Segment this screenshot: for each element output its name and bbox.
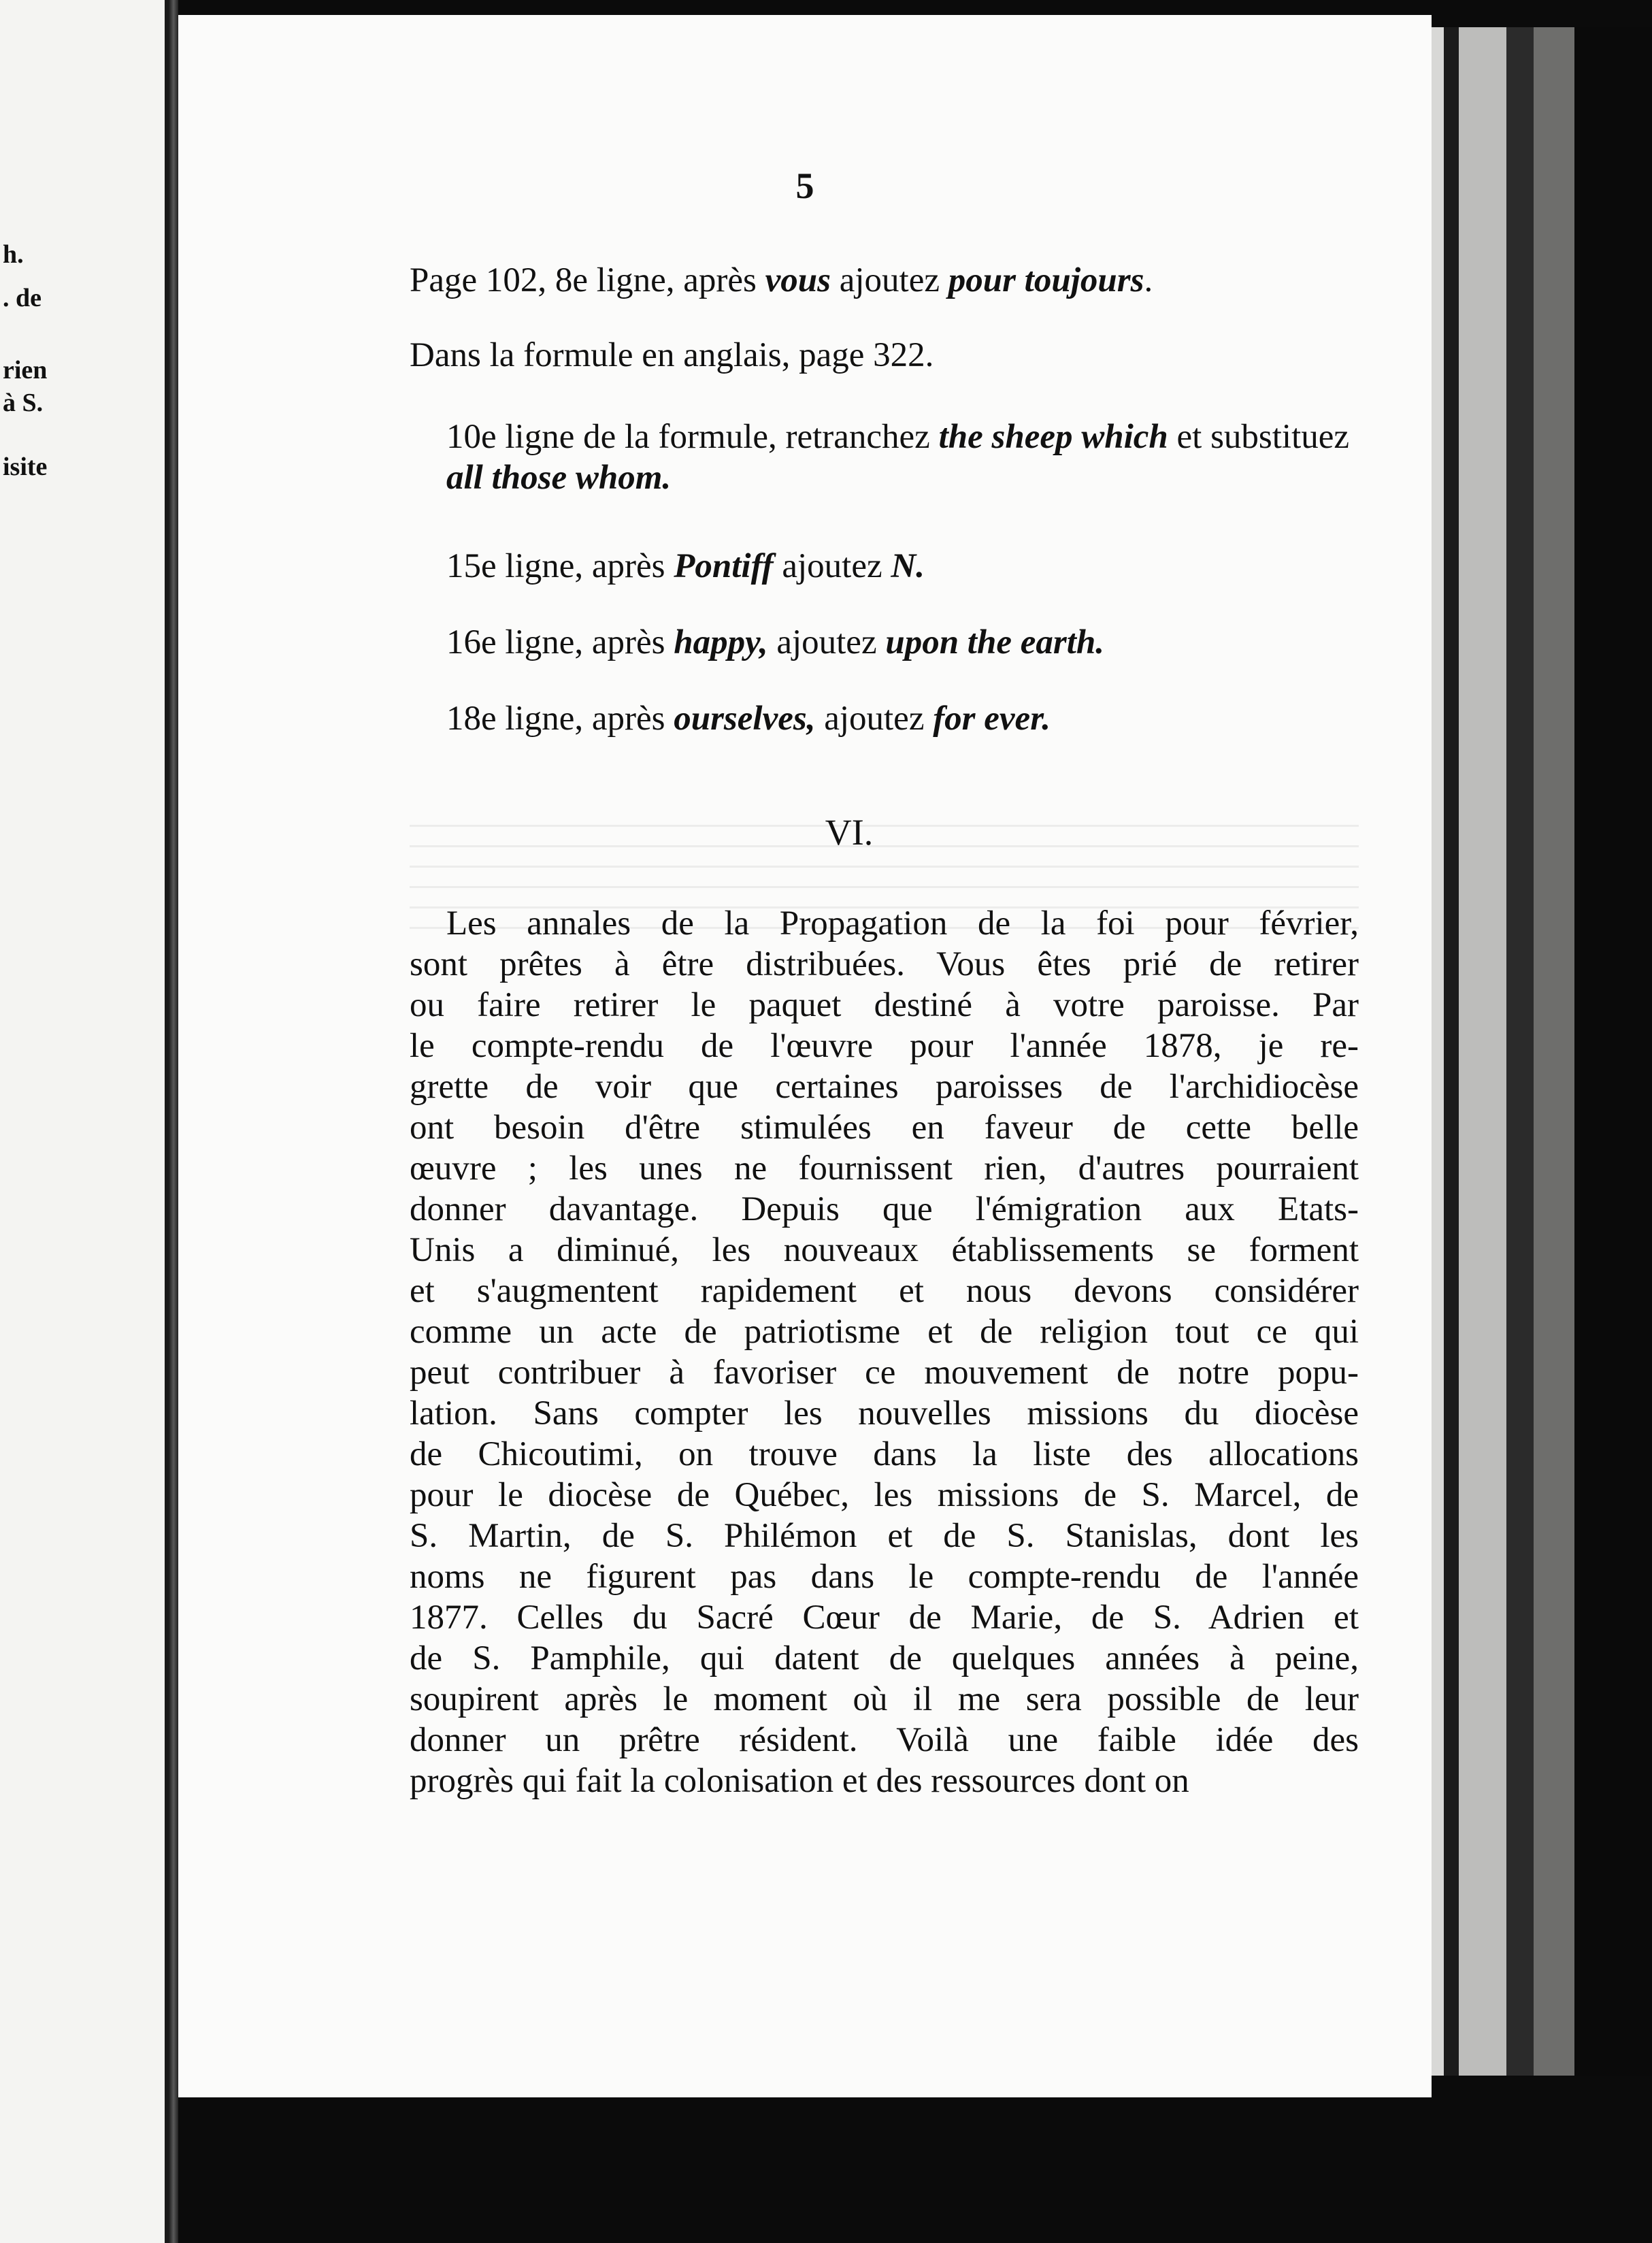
paragraph-line: 1877. Celles du Sacré Cœur de Marie, de S. Adrien et [410,1599,1359,1637]
paragraph-line: grette de voir que certaines paroisses de l'archidiocèse [410,1068,1359,1106]
errata-text [410,622,1359,663]
errata-run: ajoutez [815,700,934,738]
italic-term: pour toujours [948,261,1144,299]
paragraph-line: de S. Pamphile, qui datent de quelques années à peine, [410,1639,1359,1677]
paragraph-line: soupirent après le moment où il me sera possible de leur [410,1680,1359,1718]
italic-term: for ever. [933,700,1051,738]
paragraph-line: lation. Sans compter les nouvelles missions du diocèse [410,1394,1359,1432]
errata-run: 16e ligne, après [446,623,674,661]
paragraph-line: Les annales de la Propagation de la foi pour février, [446,904,1359,943]
paragraph-line: comme un acte de patriotisme et de religion tout ce qui [410,1313,1359,1351]
paragraph-line: progrès qui fait la colonisation et des ressources dont on [410,1762,1189,1800]
paragraph-line: œuvre ; les unes ne fournissent rien, d'autres pourraient [410,1149,1359,1188]
errata-line [410,416,1359,498]
italic-term: happy, [674,623,768,661]
paragraph-line: et s'augmentent rapidement et nous devons considérer [410,1272,1359,1310]
errata-line [410,546,1359,587]
book-edge [1432,27,1652,2076]
paragraph-line: le compte-rendu de l'œuvre pour l'année 1878, je re- [410,1027,1359,1065]
errata-line [410,260,1359,301]
errata-run: 18e ligne, après [446,700,674,738]
errata-run: Dans la formule en anglais, page 322. [410,336,934,374]
book-gutter [169,0,178,2243]
prev-page-line: rien [3,356,48,384]
paragraph-line: pour le diocèse de Québec, les missions de S. Marcel, de [410,1476,1359,1514]
paragraph [410,903,1359,1801]
errata-text [410,335,1359,376]
section-heading: VI. [825,812,874,853]
prev-page-line: à S. [3,389,44,417]
previous-page-fragment [0,0,169,2243]
errata-text [410,260,1359,301]
paragraph-line: donner un prêtre résident. Voilà une faible idée des [410,1721,1359,1759]
italic-term: vous [765,261,831,299]
paragraph-line: de Chicoutimi, on trouve dans la liste des allocations [410,1435,1359,1473]
errata-run: ajoutez [767,623,886,661]
errata-run: 10e ligne de la formule, retranchez [446,418,939,456]
paragraph-line: donner davantage. Depuis que l'émigration aux Etats- [410,1190,1359,1228]
errata-text [410,546,1359,587]
italic-term: Pontiff [674,547,774,585]
italic-term: upon the earth. [885,623,1104,661]
paragraph-line: peut contribuer à favoriser ce mouvement de notre popu- [410,1354,1359,1392]
errata-run: 15e ligne, après [446,547,674,585]
italic-term: N. [891,547,925,585]
paragraph-line: S. Martin, de S. Philémon et de S. Stanislas, dont les [410,1517,1359,1555]
errata-line [410,622,1359,663]
paragraph-line: ont besoin d'être stimulées en faveur de cette belle [410,1109,1359,1147]
errata-run: ajoutez [830,261,948,299]
errata-text [410,416,1359,498]
italic-term: ourselves, [674,700,816,738]
paragraph-line: noms ne figurent pas dans le compte-rendu de l'année [410,1558,1359,1596]
errata-run: . [1144,261,1153,299]
errata-line [410,335,1359,376]
italic-term: the sheep which [938,418,1168,456]
errata-run: et substituez [1168,418,1350,456]
prev-page-line: . de [3,284,42,312]
errata-run: ajoutez [773,547,891,585]
errata-run: Page 102, 8e ligne, après [410,261,765,299]
paragraph-line: Unis a diminué, les nouveaux établissements se forment [410,1231,1359,1269]
errata-line [410,698,1359,739]
prev-page-line: h. [3,240,24,269]
italic-term: all those whom. [446,459,672,497]
paragraph-line: ou faire retirer le paquet destiné à votre paroisse. Par [410,986,1359,1024]
errata-text [410,698,1359,739]
paragraph-line: sont prêtes à être distribuées. Vous êtes prié de retirer [410,945,1359,983]
prev-page-line: isite [3,453,48,481]
page [178,15,1432,2097]
page-number: 5 [795,165,814,206]
